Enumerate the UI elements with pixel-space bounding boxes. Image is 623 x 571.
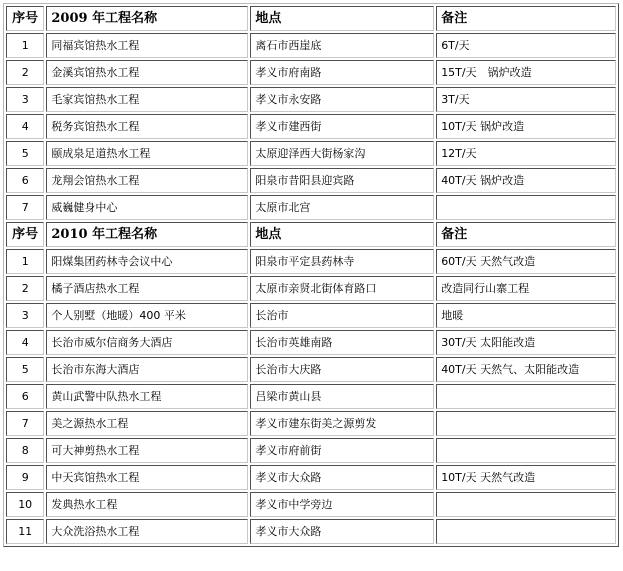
cell-remark: 改造同行山寨工程 — [436, 276, 616, 301]
cell-location: 太原市北宫 — [250, 195, 434, 220]
table-row — [6, 60, 616, 85]
cell-project-name: 长治市东海大酒店 — [46, 357, 248, 382]
cell-location: 孝义市建东街美之源剪发 — [250, 411, 434, 436]
cell-project-name: 颐成泉足道热水工程 — [46, 141, 248, 166]
cell-location: 长治市英雄南路 — [250, 330, 434, 355]
cell-location: 长治市 — [250, 303, 434, 328]
cell-location: 太原市亲贤北街体育路口 — [250, 276, 434, 301]
cell-seq: 3 — [6, 303, 44, 328]
column-header-seq: 序号 — [6, 6, 44, 31]
cell-seq: 2 — [6, 276, 44, 301]
cell-project-name: 同福宾馆热水工程 — [46, 33, 248, 58]
table-row — [6, 357, 616, 382]
table-row — [6, 465, 616, 490]
table-row — [6, 141, 616, 166]
table-row — [6, 384, 616, 409]
column-header-location: 地点 — [250, 222, 434, 247]
cell-location: 孝义市大众路 — [250, 465, 434, 490]
cell-remark — [436, 438, 616, 463]
cell-remark: 10T/天 天然气改造 — [436, 465, 616, 490]
table-row — [6, 114, 616, 139]
cell-remark: 10T/天 锅炉改造 — [436, 114, 616, 139]
column-header-seq: 序号 — [6, 222, 44, 247]
cell-seq: 9 — [6, 465, 44, 490]
cell-remark: 12T/天 — [436, 141, 616, 166]
cell-seq: 3 — [6, 87, 44, 112]
cell-seq: 7 — [6, 411, 44, 436]
cell-project-name: 发典热水工程 — [46, 492, 248, 517]
cell-project-name: 毛家宾馆热水工程 — [46, 87, 248, 112]
column-header-remark: 备注 — [436, 222, 616, 247]
cell-project-name: 中天宾馆热水工程 — [46, 465, 248, 490]
cell-location: 孝义市府南路 — [250, 60, 434, 85]
cell-remark — [436, 384, 616, 409]
cell-remark — [436, 195, 616, 220]
cell-seq: 4 — [6, 330, 44, 355]
project-list — [3, 3, 620, 547]
cell-seq: 6 — [6, 168, 44, 193]
cell-project-name: 税务宾馆热水工程 — [46, 114, 248, 139]
column-header-location: 地点 — [250, 6, 434, 31]
projects-table — [3, 3, 619, 547]
column-header-remark: 备注 — [436, 6, 616, 31]
cell-project-name: 个人别墅（地暖）400 平米 — [46, 303, 248, 328]
cell-project-name: 黄山武警中队热水工程 — [46, 384, 248, 409]
cell-location: 吕梁市黄山县 — [250, 384, 434, 409]
cell-remark: 6T/天 — [436, 33, 616, 58]
table-row — [6, 168, 616, 193]
cell-project-name: 龙翔会馆热水工程 — [46, 168, 248, 193]
cell-remark — [436, 519, 616, 544]
table-row — [6, 411, 616, 436]
table-row — [6, 195, 616, 220]
cell-remark: 40T/天 天然气、太阳能改造 — [436, 357, 616, 382]
cell-seq: 8 — [6, 438, 44, 463]
cell-project-name: 威巍健身中心 — [46, 195, 248, 220]
cell-seq: 11 — [6, 519, 44, 544]
cell-project-name: 大众洗浴热水工程 — [46, 519, 248, 544]
cell-project-name: 长治市威尔信商务大酒店 — [46, 330, 248, 355]
cell-location: 孝义市中学旁边 — [250, 492, 434, 517]
header-row — [6, 6, 616, 31]
table-row — [6, 492, 616, 517]
cell-remark — [436, 411, 616, 436]
column-header-project-name: 2009 年工程名称 — [46, 6, 248, 31]
cell-seq: 1 — [6, 33, 44, 58]
table-row — [6, 33, 616, 58]
cell-project-name: 橘子酒店热水工程 — [46, 276, 248, 301]
cell-location: 孝义市府前街 — [250, 438, 434, 463]
cell-location: 孝义市永安路 — [250, 87, 434, 112]
column-header-project-name: 2010 年工程名称 — [46, 222, 248, 247]
cell-seq: 7 — [6, 195, 44, 220]
table-row — [6, 438, 616, 463]
cell-location: 阳泉市平定县药林寺 — [250, 249, 434, 274]
cell-location: 太原迎泽西大街杨家沟 — [250, 141, 434, 166]
cell-seq: 1 — [6, 249, 44, 274]
cell-location: 离石市西崖底 — [250, 33, 434, 58]
table-row — [6, 519, 616, 544]
table-row — [6, 303, 616, 328]
header-row — [6, 222, 616, 247]
cell-project-name: 可大神剪热水工程 — [46, 438, 248, 463]
cell-remark: 15T/天 锅炉改造 — [436, 60, 616, 85]
cell-seq: 6 — [6, 384, 44, 409]
cell-remark: 40T/天 锅炉改造 — [436, 168, 616, 193]
cell-seq: 4 — [6, 114, 44, 139]
cell-location: 长治市大庆路 — [250, 357, 434, 382]
table-row — [6, 276, 616, 301]
cell-location: 阳泉市昔阳县迎宾路 — [250, 168, 434, 193]
cell-location: 孝义市大众路 — [250, 519, 434, 544]
cell-seq: 2 — [6, 60, 44, 85]
cell-seq: 5 — [6, 357, 44, 382]
cell-remark: 60T/天 天然气改造 — [436, 249, 616, 274]
cell-remark: 3T/天 — [436, 87, 616, 112]
cell-project-name: 美之源热水工程 — [46, 411, 248, 436]
cell-project-name: 阳煤集团药林寺会议中心 — [46, 249, 248, 274]
cell-seq: 5 — [6, 141, 44, 166]
cell-remark — [436, 492, 616, 517]
cell-remark: 30T/天 太阳能改造 — [436, 330, 616, 355]
table-row — [6, 87, 616, 112]
table-row — [6, 249, 616, 274]
cell-seq: 10 — [6, 492, 44, 517]
cell-remark: 地暖 — [436, 303, 616, 328]
table-row — [6, 330, 616, 355]
cell-location: 孝义市建西街 — [250, 114, 434, 139]
cell-project-name: 金溪宾馆热水工程 — [46, 60, 248, 85]
